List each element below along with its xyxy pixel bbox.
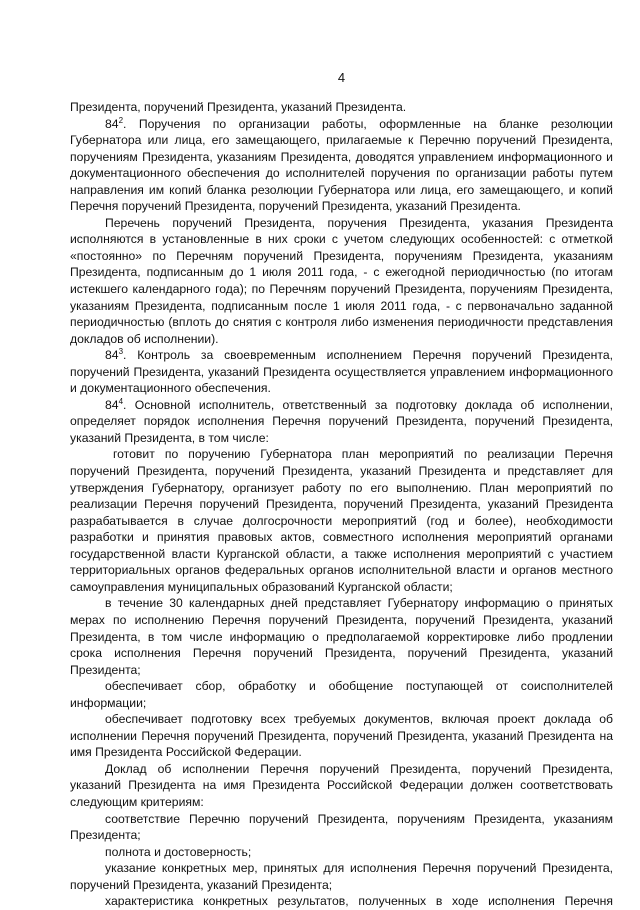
- clause-superscript: 4: [118, 396, 124, 406]
- paragraph: [70, 860, 613, 893]
- paragraph-text: обеспечивает сбор, обработку и обобщение поступающей от соисполнителей информации;: [70, 679, 613, 710]
- paragraph-text: . Поручения по организации работы, оформленные на бланке резолюции Губернатора или лица, его замещающего, прилагаемые к Перечню поручений Президента, поручениям Президента, указаниям Президента, доводятся управлением информационного и документационного обеспечения до исполнителей поручения по организации работы путем направления им копий бланка резолюции Губернатора или лица, его замещающего, и копий Перечня поручений Президента, поручений Президента, указаний Президента.: [70, 116, 613, 214]
- paragraph-text: указание конкретных мер, принятых для исполнения Перечня поручений Президента, поручений Президента, указаний Президента;: [70, 861, 613, 892]
- paragraph: [70, 99, 613, 116]
- paragraph-text: Перечень поручений Президента, поручения Президента, указания Президента исполняются в установленные в них сроки с учетом следующих особенностей: с отметкой «постоянно» по Перечням поручений Президента, поручениям Президента, указаниям Президента, подписанным до 1 июля 2011 года, - с ежегодной периодичностью (по итогам истекшего календарного года); по Перечням поручений Президента, поручениям Президента, указаниям Президента, подписанным после 1 июля 2011 года, - с первоначально заданной периодичностью (вплоть до снятия с контроля либо изменения периодичности представления докладов об исполнении).: [70, 215, 613, 346]
- page-number: 4: [337, 70, 346, 85]
- document-body: [70, 99, 613, 910]
- paragraph-text: обеспечивает подготовку всех требуемых документов, включая проект доклада об исполнении Перечня поручений Президента, поручений Президента, указаний Президента на имя Президента Российской Федерации.: [70, 712, 613, 760]
- paragraph: [70, 446, 613, 595]
- clause-number: 84: [105, 348, 119, 363]
- paragraph-text: характеристика конкретных результатов, полученных в ходе исполнения Перечня: [105, 894, 613, 909]
- paragraph-text: Президента, поручений Президента, указаний Президента.: [70, 100, 407, 114]
- paragraph-text: готовит по поручению Губернатора план мероприятий по реализации Перечня поручений Президента, поручений Президента, указаний Президента и представляет для утверждения Губернатору, организует работу по его выполнению. План мероприятий по реализации Перечня поручений Президента, поручений Президента, указаний Президента разрабатывается в случае долгосрочности мероприятий (год и более), необходимости разработки и принятия правовых актов, совместного исполнения мероприятий органами государственной власти Курганской области, а также исполнения мероприятий с участием территориальных органов федеральных органов исполнительной власти и органов местного самоуправления муниципальных образований Курганской области;: [70, 447, 613, 594]
- paragraph: [70, 761, 613, 811]
- clause-superscript: 3: [118, 347, 124, 357]
- paragraph-text: . Контроль за своевременным исполнением Перечня поручений Президента, поручений Президента, указаний Президента осуществляется управлением информационного и документационного обеспечения.: [70, 348, 613, 396]
- paragraph-text: . Основной исполнитель, ответственный за подготовку доклада об исполнении, определяет порядок исполнения Перечня поручений Президента, поручений Президента, указаний Президента, в том числе:: [70, 397, 613, 445]
- paragraph: [70, 711, 613, 761]
- paragraph-text: в течение 30 календарных дней представляет Губернатору информацию о принятых мерах по исполнению Перечня поручений Президента, поручений Президента, указаний Президента, в том числе информацию о предполагаемой корректировке либо продлении срока исполнения Перечня поручений Президента, поручений Президента, указаний Президента;: [70, 596, 613, 677]
- document-page: [70, 0, 613, 909]
- paragraph-text: полнота и достоверность;: [105, 844, 252, 859]
- clause-number: 84: [105, 116, 119, 131]
- paragraph: [70, 215, 613, 347]
- paragraph: [70, 595, 613, 678]
- paragraph: [70, 397, 613, 447]
- paragraph: [70, 116, 613, 215]
- paragraph: [70, 678, 613, 711]
- paragraph-text: соответствие Перечню поручений Президента, поручениям Президента, указаниям Президента;: [70, 811, 613, 843]
- paragraph: [70, 844, 613, 861]
- clause-number: 84: [105, 397, 119, 412]
- clause-superscript: 2: [118, 115, 124, 125]
- paragraph: [70, 811, 613, 844]
- paragraph-text: Доклад об исполнении Перечня поручений Президента, поручений Президента, указаний Президента на имя Президента Российской Федерации должен соответствовать следующим критериям:: [70, 761, 613, 809]
- paragraph: [70, 893, 613, 910]
- paragraph: [70, 347, 613, 397]
